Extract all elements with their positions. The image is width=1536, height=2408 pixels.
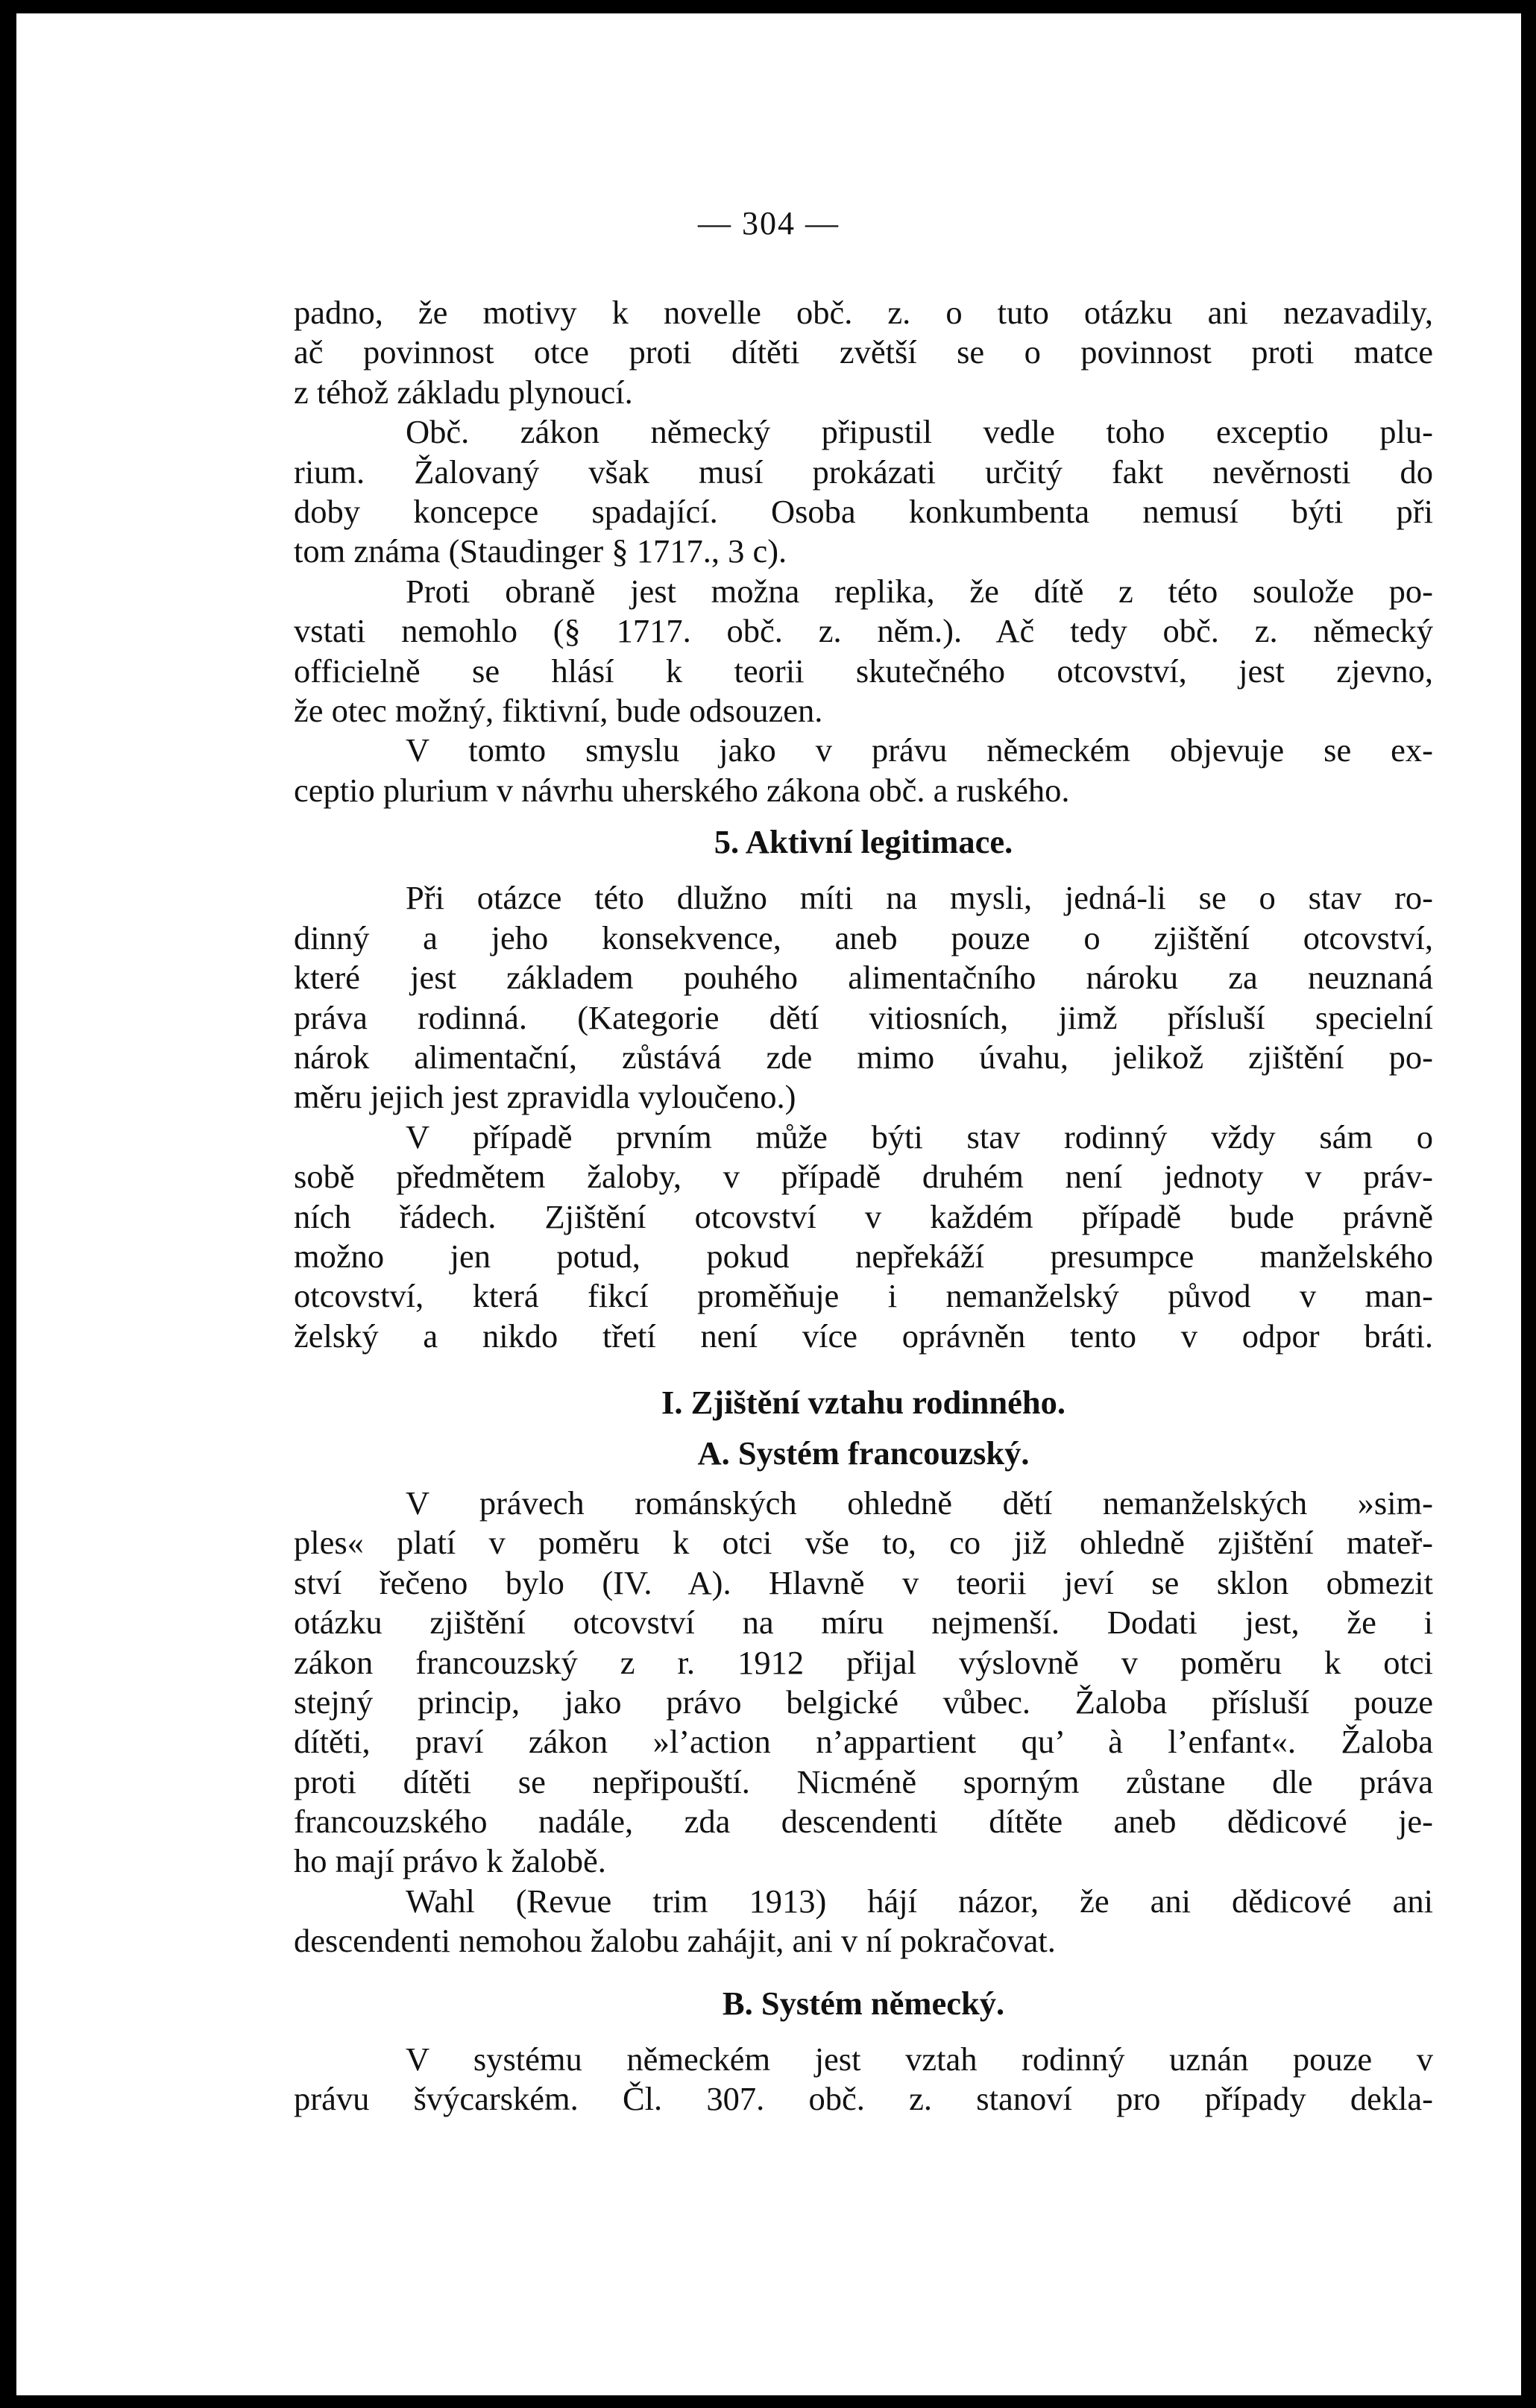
text-line: Obč. zákon německý připustil vedle toho exceptio plu- (406, 413, 1433, 451)
text-line: officielně se hlásí k teorii skutečného otcovství, jest zjevno, (294, 652, 1433, 690)
text-line: V právech románských ohledně dětí nemanželských »sim- (406, 1484, 1433, 1522)
text-line: Proti obraně jest možna replika, že dítě z této soulože po- (406, 572, 1433, 610)
text-line: měru jejich jest zpravidla vyloučeno.) (294, 1078, 796, 1116)
text-line: otázku zjištění otcovství na míru nejmenší. Dodati jest, že i (294, 1604, 1433, 1642)
text-line: vstati nemohlo (§ 1717. obč. z. něm.). Ač tedy obč. z. německý (294, 612, 1433, 650)
text-line: z téhož základu plynoucí. (294, 373, 633, 411)
text-line: descendenti nemohou žalobu zahájit, ani v ní pokračovat. (294, 1922, 1056, 1960)
text-line: možno jen potud, pokud nepřekáží presumpce manželského (294, 1237, 1433, 1275)
text-line: Při otázce této dlužno míti na mysli, jedná-li se o stav ro- (406, 879, 1433, 917)
section-heading-I: I. Zjištění vztahu rodinného. (661, 1384, 1066, 1422)
text-line: nárok alimentační, zůstává zde mimo úvahu, jelikož zjištění po- (294, 1038, 1433, 1077)
text-line: stejný princip, jako právo belgické vůbec. Žaloba přísluší pouze (294, 1683, 1433, 1721)
section-heading-5: 5. Aktivní legitimace. (714, 823, 1013, 861)
text-line: rium. Žalovaný však musí prokázati určitý fakt nevěrnosti do (294, 453, 1433, 491)
text-line: ceptio plurium v návrhu uherského zákona obč. a ruského. (294, 771, 1070, 809)
text-line: V případě prvním může býti stav rodinný vždy sám o (406, 1118, 1433, 1156)
page-number: — 304 — (698, 205, 840, 242)
text-line: doby koncepce spadající. Osoba konkumbenta nemusí býti při (294, 492, 1433, 530)
text-line: želský a nikdo třetí není více oprávněn tento v odpor bráti. (294, 1317, 1433, 1355)
section-heading-A: A. Systém francouzský. (697, 1434, 1030, 1472)
text-line: proti dítěti se nepřipouští. Nicméně sporným zůstane dle práva (294, 1762, 1433, 1800)
text-line: otcovství, která fikcí proměňuje i nemanželský původ v man- (294, 1277, 1433, 1315)
text-line: tom známa (Staudinger § 1717., 3 c). (294, 532, 787, 570)
text-line: práva rodinná. (Kategorie dětí vitiosních, jimž přísluší specielní (294, 998, 1433, 1036)
text-line: Wahl (Revue trim 1913) hájí názor, že ani dědicové ani (406, 1882, 1433, 1920)
text-line: ples« platí v poměru k otci vše to, co již ohledně zjištění mateř- (294, 1524, 1433, 1562)
text-line: ství řečeno bylo (IV. A). Hlavně v teorii jeví se sklon obmezit (294, 1563, 1433, 1601)
text-line: zákon francouzský z r. 1912 přijal výslovně v poměru k otci (294, 1643, 1433, 1681)
body-text (294, 293, 1433, 2119)
text-line: V systému německém jest vztah rodinný uznán pouze v (406, 2040, 1433, 2078)
text-line: V tomto smyslu jako v právu německém objevuje se ex- (406, 731, 1433, 769)
text-line: dinný a jeho konsekvence, aneb pouze o zjištění otcovství, (294, 918, 1433, 956)
section-heading-B: B. Systém německý. (722, 1984, 1005, 2022)
text-line: francouzského nadále, zda descendenti dítěte aneb dědicové je- (294, 1803, 1433, 1841)
text-line: že otec možný, fiktivní, bude odsouzen. (294, 691, 823, 729)
text-line: právu švýcarském. Čl. 307. obč. z. stanoví pro případy dekla- (294, 2080, 1433, 2118)
text-line: dítěti, praví zákon »l’action n’appartient qu’ à l’enfant«. Žaloba (294, 1723, 1433, 1761)
text-line: ač povinnost otce proti dítěti zvětší se o povinnost proti matce (294, 333, 1433, 371)
text-line: padno, že motivy k novelle obč. z. o tuto otázku ani nezavadily, (294, 294, 1433, 331)
text-line: ho mají právo k žalobě. (294, 1842, 606, 1880)
book-page (16, 13, 1521, 2395)
text-line: ních řádech. Zjištění otcovství v každém případě bude právně (294, 1197, 1433, 1235)
text-line: sobě předmětem žaloby, v případě druhém není jednoty v práv- (294, 1158, 1433, 1196)
text-line: které jest základem pouhého alimentačního nároku za neuznaná (294, 959, 1433, 997)
